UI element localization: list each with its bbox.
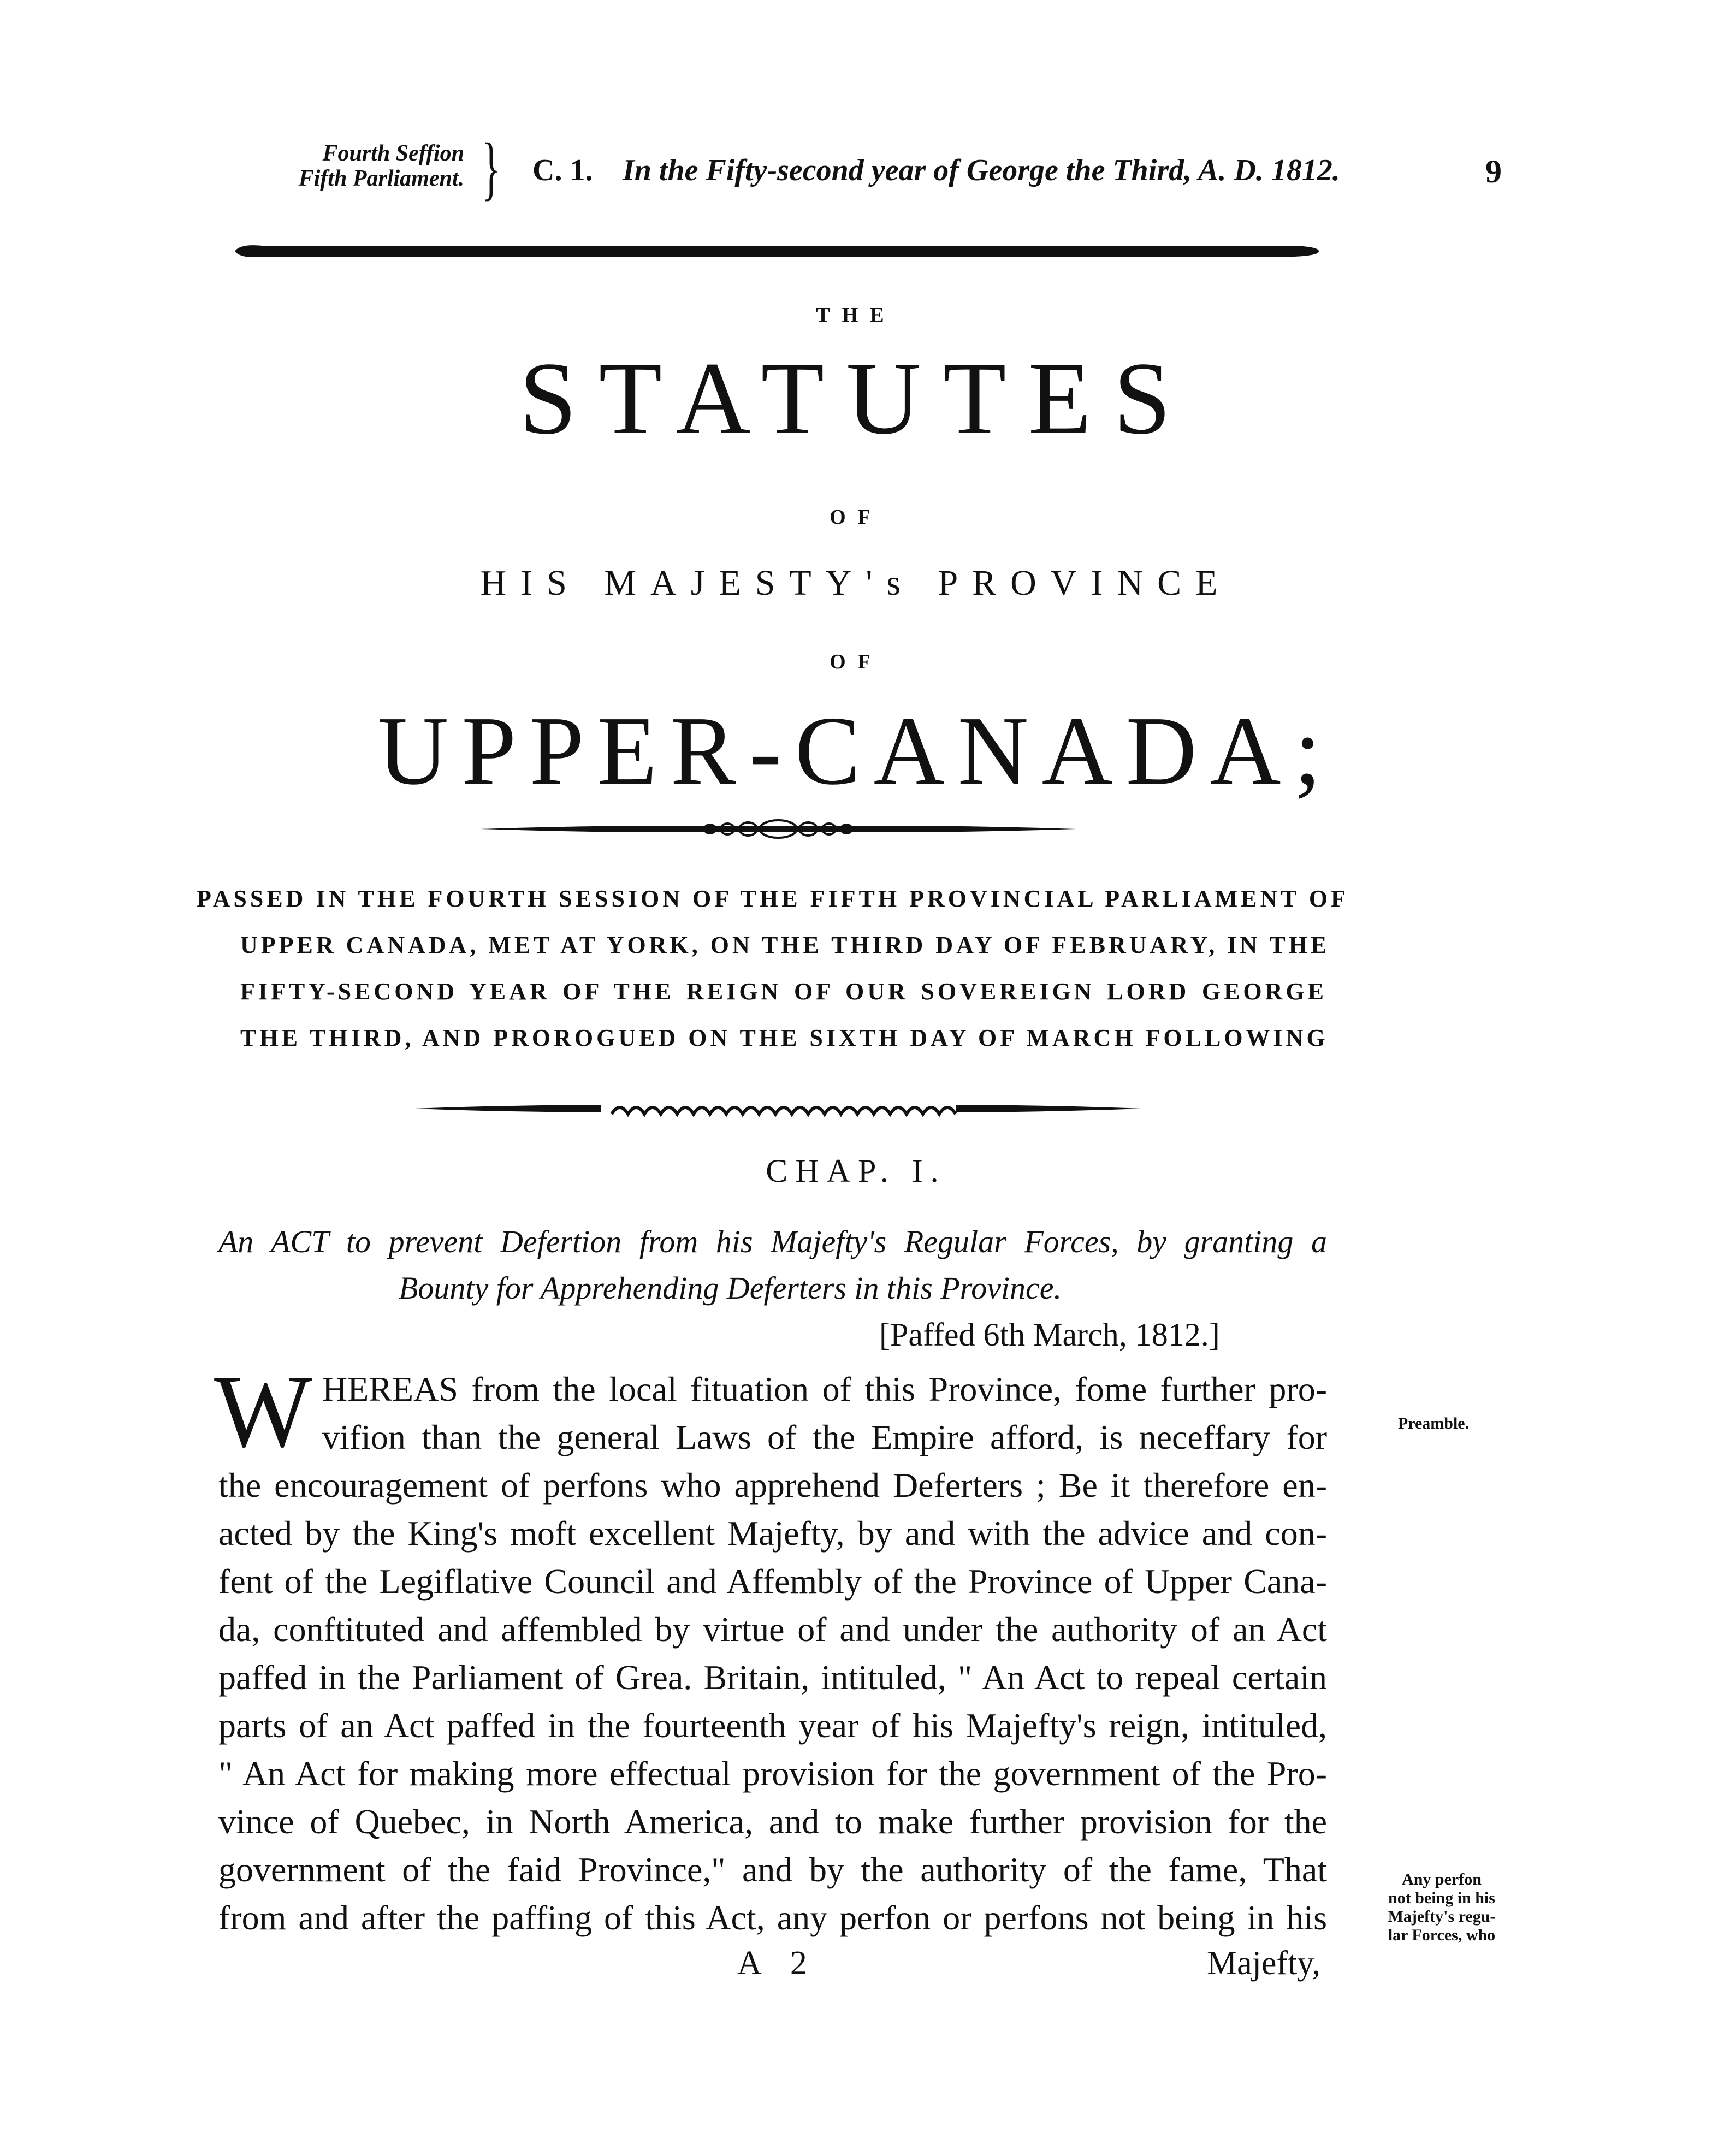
session-text-line-3: FIFTY-SECOND YEAR OF THE REIGN OF OUR SOVEREIGN LORD GEORGE <box>240 978 1327 1005</box>
act-title-line-1: An ACT to prevent Defertion from his Majefty's Regular Forces, by granting a <box>218 1224 1327 1259</box>
running-head-brace: } <box>482 129 501 208</box>
catchword: Majefty, <box>1207 1945 1320 1982</box>
session-text-line-2: UPPER CANADA, MET AT YORK, ON THE THIRD DAY OF FEBRUARY, IN THE <box>240 932 1330 958</box>
drop-cap: W <box>214 1354 312 1469</box>
body-line-3: the encouragement of perfons who apprehend Deferters ; Be it therefore en- <box>218 1466 1327 1505</box>
page-number: 9 <box>1485 153 1502 189</box>
running-head-session-line1: Fourth Seffion <box>322 141 464 166</box>
title-upper-canada: UPPER-CANADA; <box>377 696 1335 805</box>
running-head-session <box>208 141 464 191</box>
body-line-1: HEREAS from the local fituation of this Province, fome further pro- <box>322 1370 1327 1408</box>
title-of-2: OF <box>830 650 882 673</box>
body-line-11: government of the faid Province," and by the authority of the fame, That <box>218 1850 1327 1889</box>
act-title-line-2: Bounty for Apprehending Deferters in this Province. <box>399 1270 1062 1306</box>
ornament-rule-2 <box>415 1095 1141 1122</box>
body-line-6: da, conftituted and affembled by virtue of and under the authority of an Act <box>218 1610 1327 1649</box>
ornament-rule-1 <box>481 818 1076 840</box>
body-line-7: paffed in the Parliament of Grea. Britain, intituled, " An Act to repeal certain <box>218 1658 1327 1697</box>
title-the: THE <box>816 304 896 327</box>
title-statutes: STATUTES <box>519 341 1193 456</box>
margin-note-line-1: Any perfon <box>1402 1870 1482 1888</box>
session-text-line-4: THE THIRD, AND PROROGUED ON THE SIXTH DAY OF MARCH FOLLOWING <box>240 1024 1329 1051</box>
body-line-10: vince of Quebec, in North America, and to make further provision for the <box>218 1802 1327 1841</box>
margin-note-line-3: Majefty's regu- <box>1388 1908 1496 1926</box>
title-of-1: OF <box>830 506 882 529</box>
margin-note-line-2: not being in his <box>1388 1889 1495 1907</box>
session-text-line-1: PASSED IN THE FOURTH SESSION OF THE FIFTH PROVINCIAL PARLIAMENT OF <box>197 885 1349 912</box>
margin-note-line-4: lar Forces, who <box>1388 1926 1496 1944</box>
chapter-heading: CHAP. I. <box>766 1153 946 1189</box>
body-line-9: " An Act for making more effectual provision for the government of the Pro- <box>218 1754 1327 1793</box>
passed-date: [Paffed 6th March, 1812.] <box>879 1317 1220 1353</box>
title-province: HIS MAJESTY's PROVINCE <box>480 563 1232 603</box>
body-line-5: fent of the Legiflative Council and Affembly of the Province of Upper Cana- <box>218 1562 1327 1601</box>
running-head-chapter-ref: C. 1. <box>532 153 593 187</box>
signature-mark: A 2 <box>737 1945 818 1982</box>
running-head-session-line2: Fifth Parliament. <box>298 166 464 191</box>
header-rule <box>229 240 1322 262</box>
running-head-regnal-year: In the Fifty-second year of George the Third, A. D. 1812. <box>623 153 1340 187</box>
body-line-12: from and after the paffing of this Act, any perfon or perfons not being in his <box>218 1898 1327 1937</box>
body-line-2: vifion than the general Laws of the Empire afford, is neceffary for <box>322 1418 1327 1456</box>
margin-note-preamble: Preamble. <box>1397 1414 1470 1432</box>
body-line-8: parts of an Act paffed in the fourteenth year of his Majefty's reign, intituled, <box>218 1706 1327 1745</box>
body-line-4: acted by the King's moft excellent Majefty, by and with the advice and con- <box>218 1514 1327 1553</box>
margin-note-any-person <box>1360 1870 1524 1945</box>
